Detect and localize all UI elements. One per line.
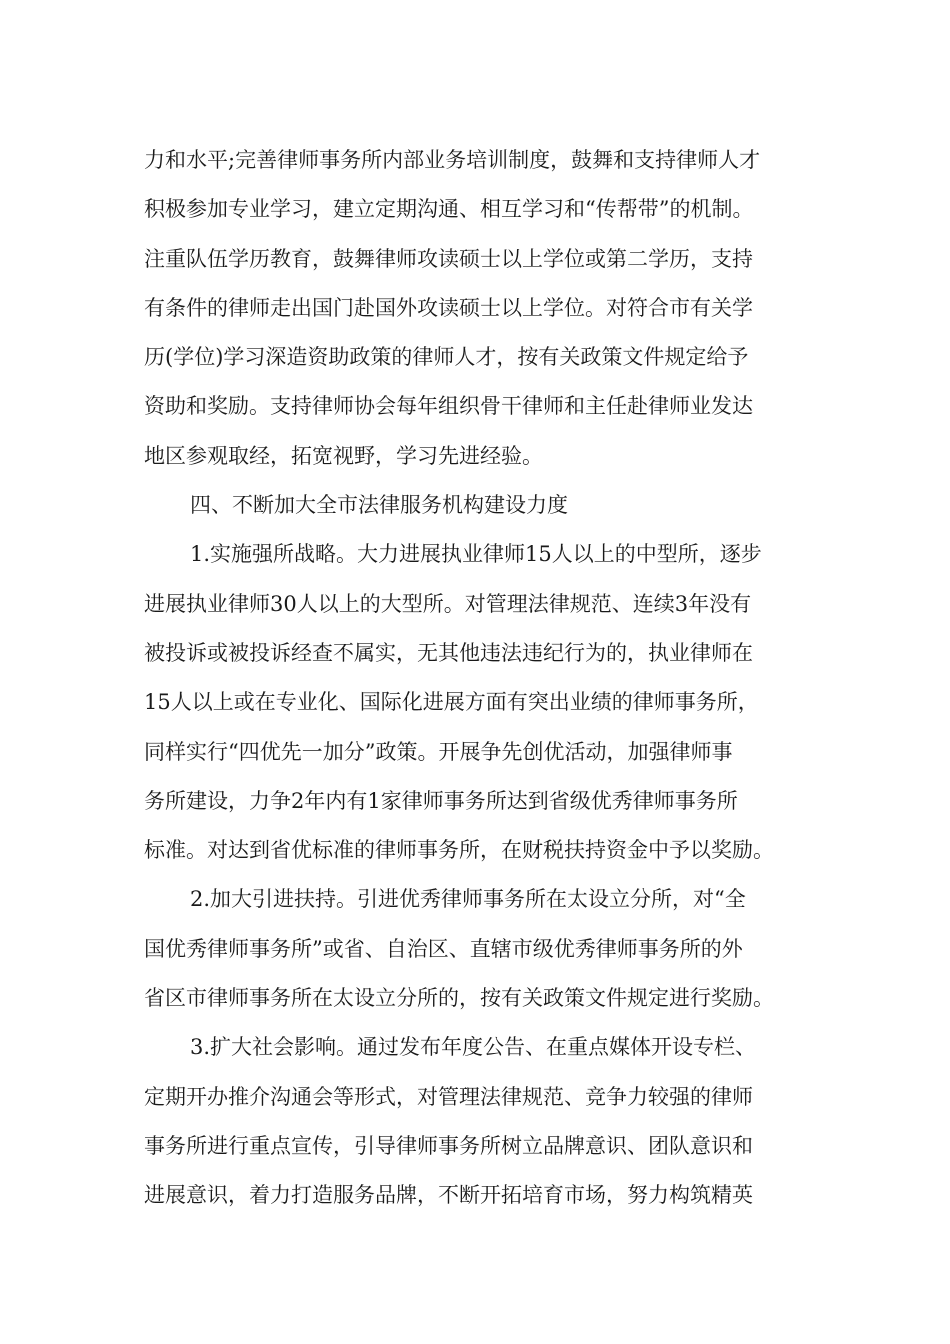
- paragraph-first-line: 3.扩大社会影响。通过发布年度公告、在重点媒体开设专栏、: [190, 1035, 757, 1060]
- text-line: 事务所进行重点宣传，引导律师事务所树立品牌意识、团队意识和: [144, 1133, 753, 1158]
- text-line: 资助和奖励。支持律师协会每年组织骨干律师和主任赴律师业发达: [144, 394, 753, 419]
- text-line: 省区市律师事务所在太设立分所的，按有关政策文件规定进行奖励。: [144, 986, 774, 1011]
- document-body: [144, 136, 824, 1221]
- text-line: 定期开办推介沟通会等形式，对管理法律规范、竞争力较强的律师: [144, 1084, 753, 1109]
- text-line: 积极参加专业学习，建立定期沟通、相互学习和“传帮带”的机制。: [144, 197, 754, 222]
- text-line: 注重队伍学历教育，鼓舞律师攻读硕士以上学位或第二学历，支持: [144, 246, 753, 271]
- text-line: 同样实行“四优先一加分”政策。开展争先创优活动，加强律师事: [144, 739, 733, 764]
- paragraph-first-line: 1.实施强所战略。大力进展执业律师15人以上的中型所，逐步: [190, 542, 762, 567]
- text-line: 有条件的律师走出国门赴国外攻读硕士以上学位。对符合市有关学: [144, 295, 753, 320]
- text-line: 标准。对达到省优标准的律师事务所，在财税扶持资金中予以奖励。: [144, 838, 774, 863]
- text-line: 地区参观取经，拓宽视野，学习先进经验。: [144, 443, 543, 468]
- paragraph-first-line: 四、不断加大全市法律服务机构建设力度: [190, 493, 568, 518]
- text-line: 进展意识，着力打造服务品牌，不断开拓培育市场，努力构筑精英: [144, 1183, 753, 1208]
- text-line: 国优秀律师事务所”或省、自治区、直辖市级优秀律师事务所的外: [144, 936, 743, 961]
- text-line: 历(学位)学习深造资助政策的律师人才，按有关政策文件规定给予: [144, 345, 749, 370]
- text-line: 务所建设，力争2年内有1家律师事务所达到省级优秀律师事务所: [144, 788, 738, 813]
- text-line: 15人以上或在专业化、国际化进展方面有突出业绩的律师事务所，: [144, 690, 759, 715]
- paragraph-first-line: 2.加大引进扶持。引进优秀律师事务所在太设立分所，对“全: [190, 887, 746, 912]
- text-line: 被投诉或被投诉经查不属实，无其他违法违纪行为的，执业律师在: [144, 640, 753, 665]
- text-line: 力和水平;完善律师事务所内部业务培训制度，鼓舞和支持律师人才: [144, 148, 761, 172]
- text-line: 进展执业律师30人以上的大型所。对管理法律规范、连续3年没有: [144, 591, 752, 616]
